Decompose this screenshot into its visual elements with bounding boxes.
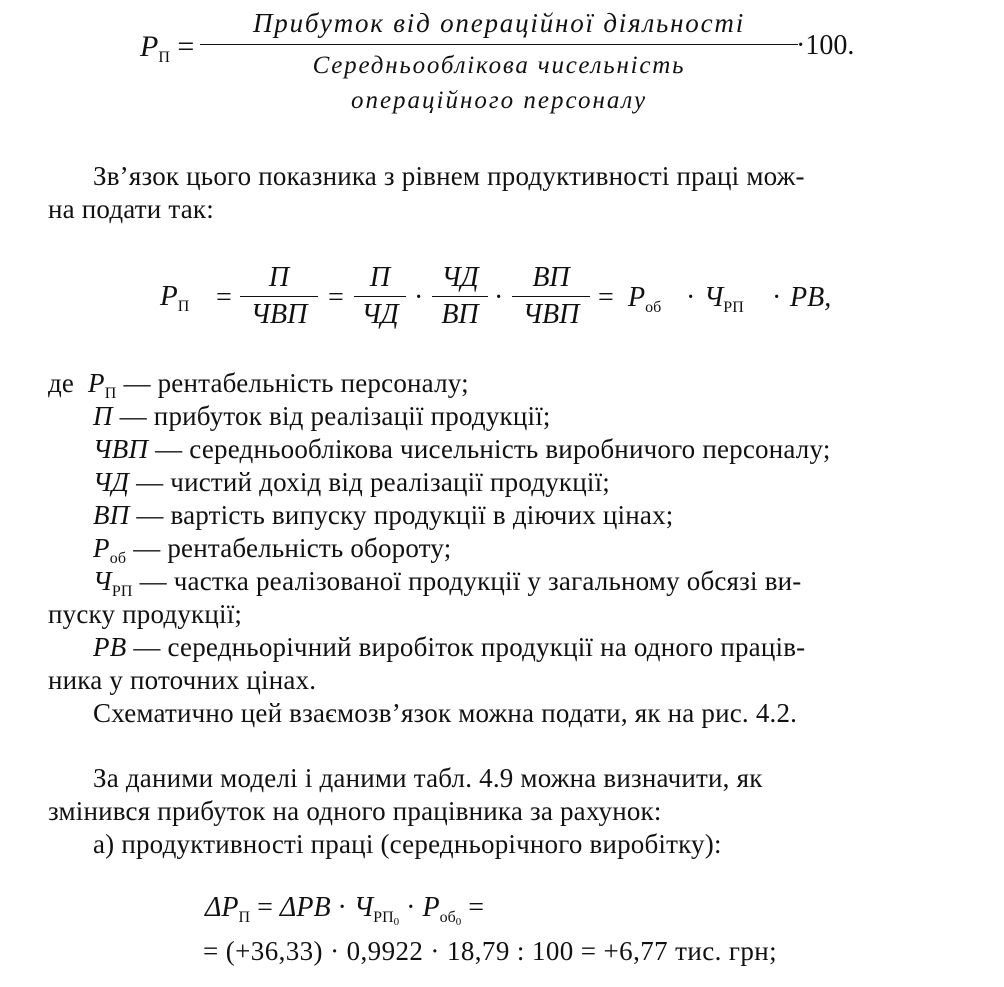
paragraph-relation-line2: на подати так: <box>48 194 214 224</box>
formula2-r-ob-symbol: Р <box>628 282 646 313</box>
formula2-frac4-numerator: ВП <box>532 262 570 293</box>
formula2-frac1-bar <box>240 296 318 297</box>
formula2-ch-subscript: РП <box>723 299 744 316</box>
legend-item-rv <box>93 631 805 663</box>
formula3-line1 <box>205 892 484 928</box>
legend-symbol-subscript: РП <box>111 583 133 600</box>
formula2-dot-3: · <box>686 282 696 313</box>
formula2-fraction-p-over-chvp <box>240 262 318 331</box>
legend-symbol: РВ <box>93 632 127 662</box>
legend-item-rv-continuation: ника у поточних цінах. <box>48 665 317 695</box>
formula2-equals-2: = <box>328 282 344 313</box>
formula2-frac3-bar <box>432 296 488 297</box>
legend-item-chd <box>93 466 610 498</box>
formula2-fraction-chd-over-vp <box>432 262 488 331</box>
legend-symbol: Р <box>93 533 110 563</box>
formula2-frac4-denominator: ЧВП <box>522 299 580 330</box>
formula2-frac3-numerator: ЧД <box>441 262 479 293</box>
formula3-delta-lhs: ΔР <box>205 892 239 923</box>
legend-item-vp <box>93 499 673 531</box>
formula2-equals-1: = <box>216 282 232 313</box>
legend-item-chvp <box>93 433 831 465</box>
legend-item-p <box>93 400 551 432</box>
legend-symbol: ВП <box>93 500 130 530</box>
formula1-multiplier: ·100. <box>796 30 855 61</box>
formula3-r-symbol: Р <box>422 892 440 923</box>
formula2-frac4-bar <box>512 296 590 297</box>
formula1-numerator: Прибуток від операційної діяльності <box>253 8 745 38</box>
formula3-dot-1: · <box>337 892 347 923</box>
formula2-fraction-vp-over-chvp <box>512 262 590 331</box>
formula1-denominator-line2: операційного персоналу <box>350 87 648 114</box>
legend-symbol: ЧВП <box>93 434 149 464</box>
paragraph-model-line3: а) продуктивності праці (середньорічного виробітку): <box>93 829 722 859</box>
formula3-equals: = <box>257 892 273 923</box>
formula2-r-ob <box>628 282 661 317</box>
formula2-ch-rp <box>704 282 744 317</box>
formula1-lhs-symbol: Р <box>140 30 159 63</box>
legend-symbol-subscript: об <box>109 550 127 567</box>
legend-item-chrp-continuation: пуску продукції; <box>48 599 243 629</box>
formula3-r-subscript <box>440 909 462 926</box>
legend-intro: де <box>48 368 75 398</box>
formula2-equals-3: = <box>598 282 614 313</box>
formula3-ch-sub-text: РП <box>373 909 394 926</box>
legend-text: — вартість випуску продукції в діючих цінах; <box>136 500 674 530</box>
formula2-ch-symbol: Ч <box>704 282 724 313</box>
formula3-r-sub-text: об <box>439 909 456 926</box>
formula2-frac3-denominator: ВП <box>441 299 479 330</box>
formula2-r-ob-subscript: об <box>645 299 662 316</box>
formula3-lhs-subscript: П <box>238 909 251 926</box>
legend-text: — рентабельність персоналу; <box>123 368 469 398</box>
legend-text: — чистий дохід від реалізації продукції; <box>136 467 610 497</box>
legend-text: — прибуток від реалізації продукції; <box>119 401 551 431</box>
legend-text: — середньооблікова чисельність виробничого персоналу; <box>155 434 831 464</box>
formula3-r-subsub: 0 <box>455 916 462 928</box>
formula3-delta-rv: ΔРВ <box>279 892 331 923</box>
legend-symbol-subscript: П <box>104 385 117 402</box>
formula3-dot-2: · <box>406 892 416 923</box>
paragraph-model-line2: змінився прибуток на одного працівника за рахунок: <box>48 796 662 826</box>
formula1-denominator-line1: Середньооблікова чисельність <box>312 52 686 79</box>
legend-symbol: Ч <box>93 566 112 596</box>
legend-text: — середньорічний виробіток продукції на одного праців- <box>133 632 806 662</box>
formula1-equals: = <box>177 30 195 63</box>
formula3-equals-end: = <box>468 892 484 923</box>
formula3-ch-symbol: Ч <box>353 892 374 923</box>
formula3-ch-subsub: 0 <box>393 916 400 928</box>
formula3-line2: = (+36,33) · 0,9922 · 18,79 : 100 = +6,77 тис. грн; <box>203 936 778 966</box>
formula2-rv: РВ, <box>790 282 832 313</box>
paragraph-model-line1: За даними моделі і даними табл. 4.9 можна визначити, як <box>93 763 763 793</box>
paragraph-relation-line1: Зв’язок цього показника з рівнем продуктивності праці мож- <box>93 161 805 191</box>
formula2-frac1-numerator: П <box>268 262 290 293</box>
formula2-frac1-denominator: ЧВП <box>250 299 308 330</box>
legend-text: — рентабельність обороту; <box>133 533 452 563</box>
formula1-lhs <box>140 30 194 67</box>
formula1-lhs-subscript: П <box>158 49 170 66</box>
formula3-ch-subscript <box>373 909 399 926</box>
formula2-dot-2: · <box>494 282 504 313</box>
legend-symbol: ЧД <box>93 467 130 497</box>
formula2-fraction-p-over-chd <box>354 262 406 331</box>
formula2-frac2-bar <box>354 296 406 297</box>
legend-symbol: Р <box>88 368 105 398</box>
formula2-dot-1: · <box>414 282 424 313</box>
legend-text: — частка реалізованої продукції у загальному обсязі ви- <box>139 566 802 596</box>
formula2-lhs-symbol: Р <box>160 280 178 312</box>
formula2-dot-4: · <box>772 282 782 313</box>
formula1-fraction-bar <box>200 44 798 45</box>
formula2-lhs-subscript: П <box>177 298 190 315</box>
legend-symbol: П <box>93 401 113 431</box>
formula2-frac2-numerator: П <box>369 262 391 293</box>
formula2-frac2-denominator: ЧД <box>361 299 399 330</box>
formula2-lhs <box>160 280 189 316</box>
paragraph-figure-reference: Схематично цей взаємозв’язок можна подати, як на рис. 4.2. <box>93 698 798 728</box>
